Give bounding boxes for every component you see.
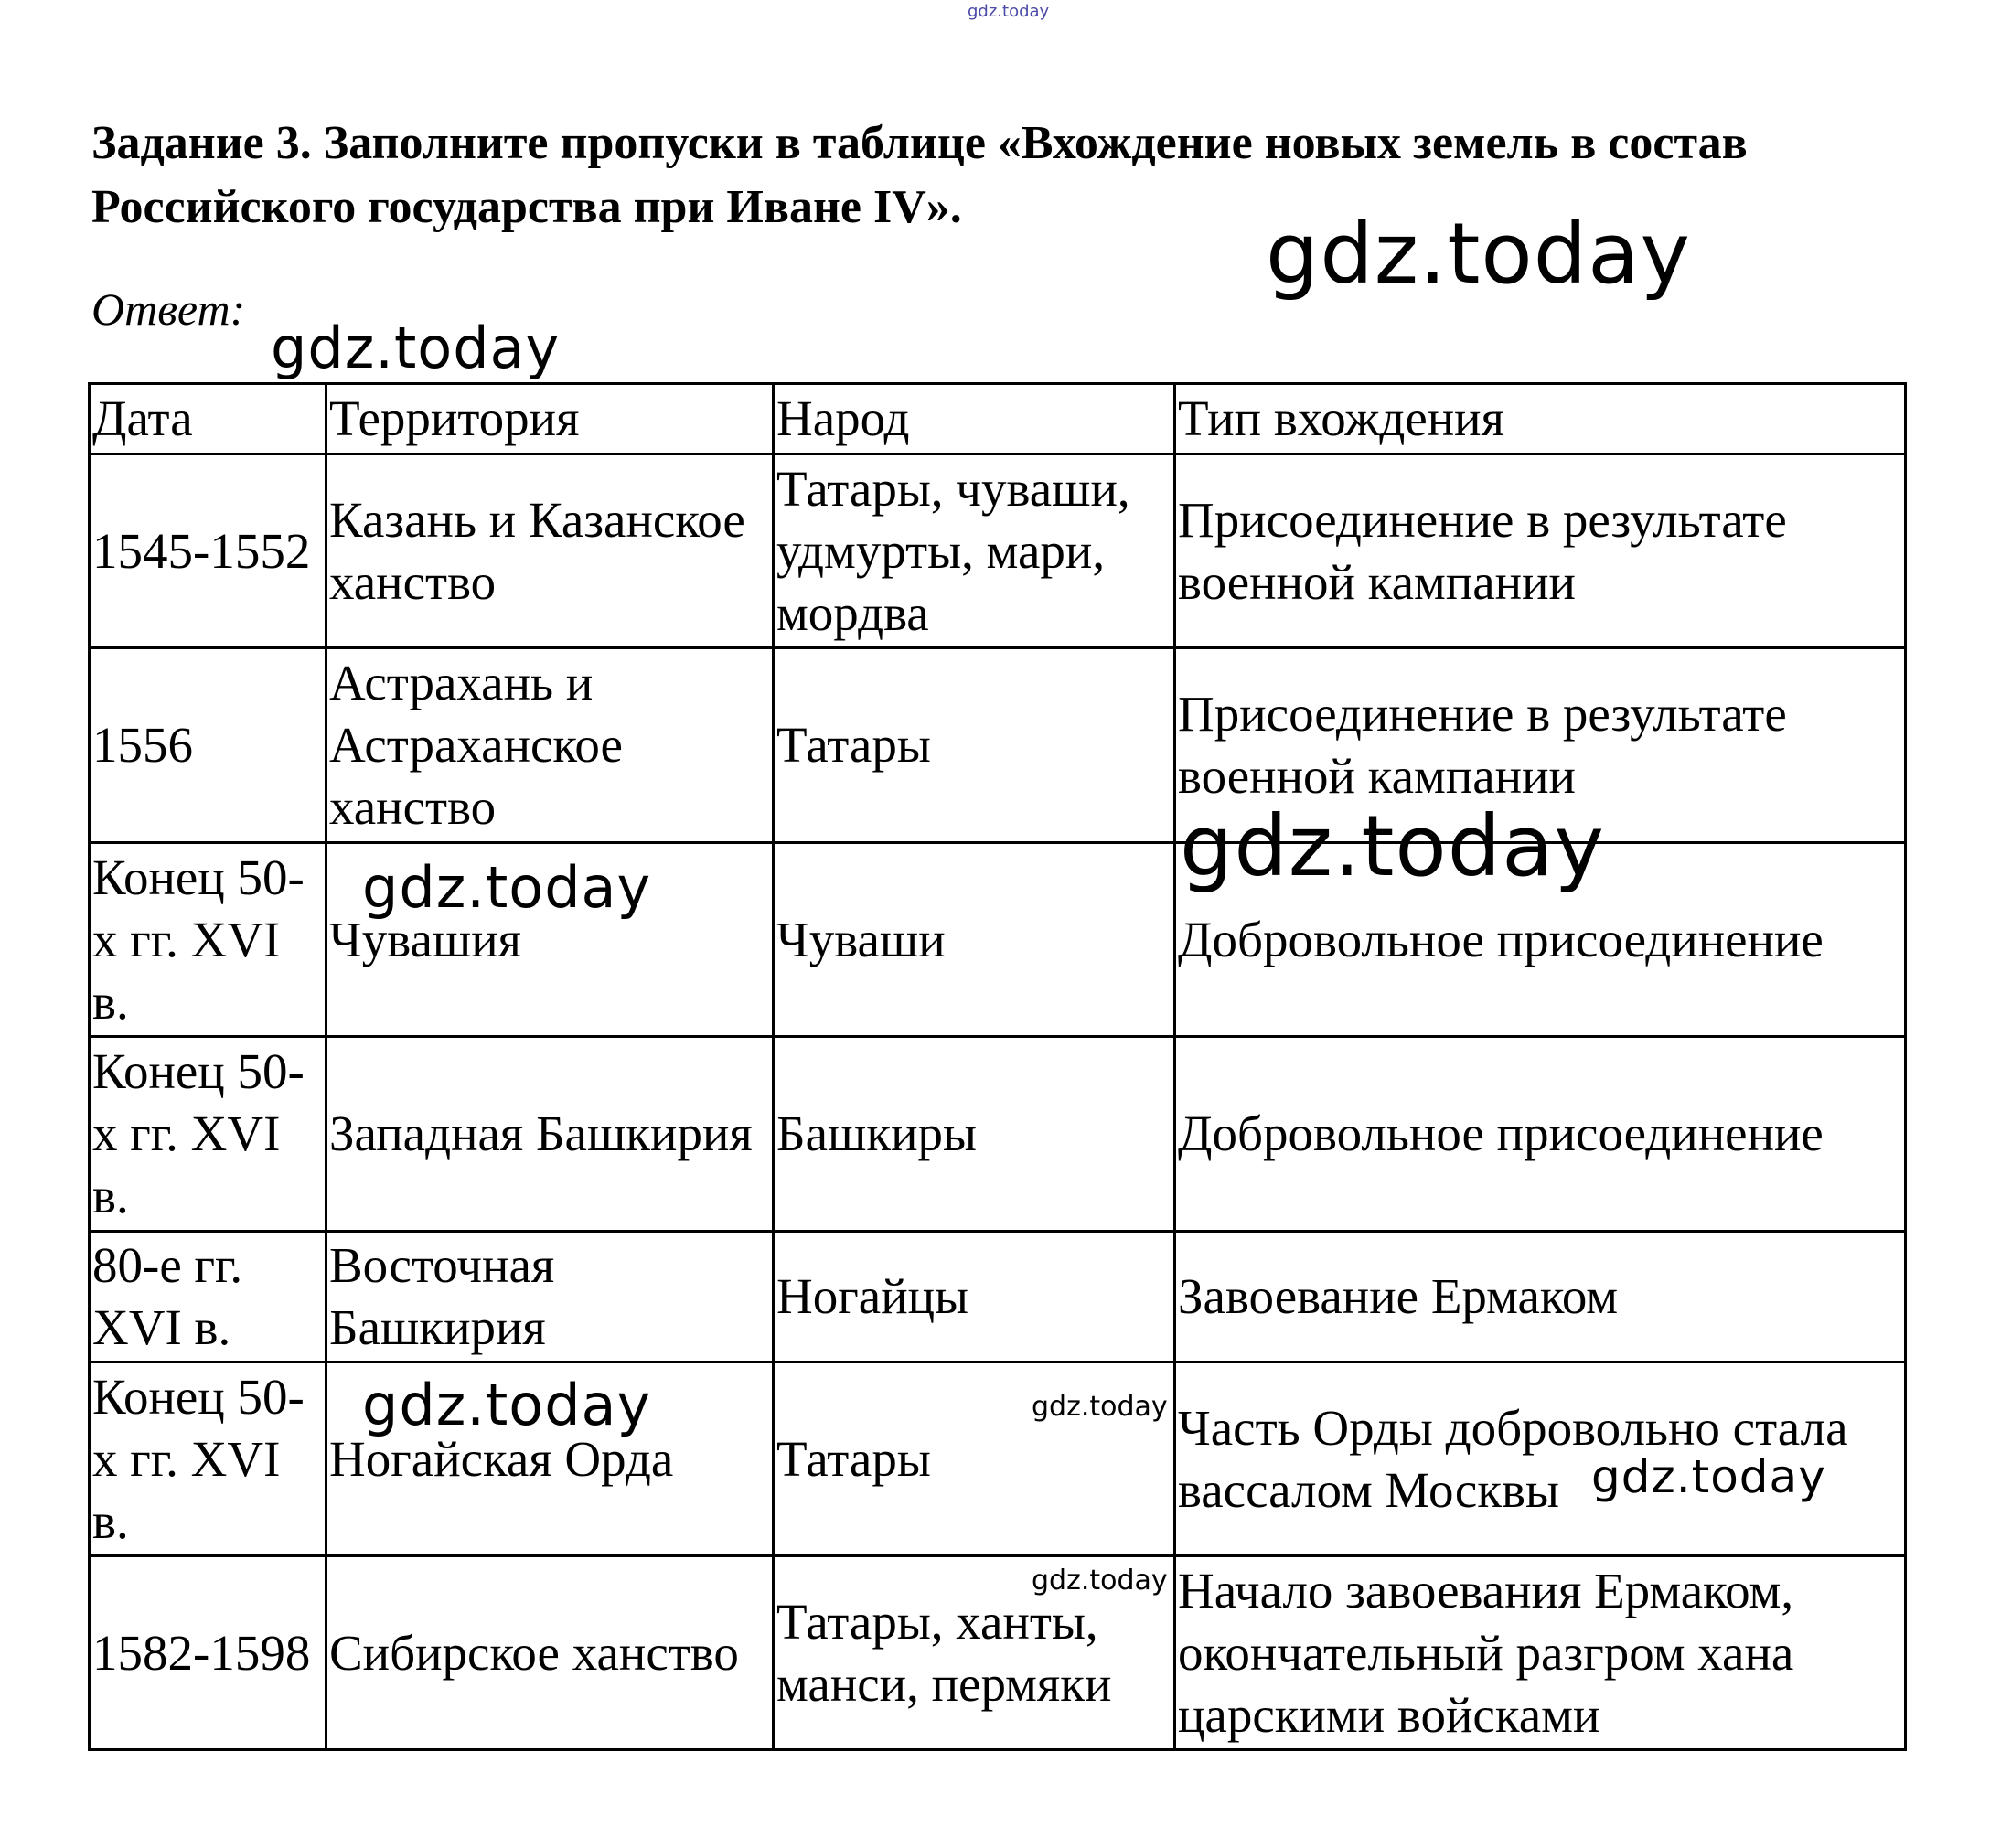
cell-territory: Чувашия [326, 843, 774, 1037]
cell-date: Конец 50-х гг. XVI в. [90, 1037, 326, 1232]
table-row [90, 1232, 1906, 1362]
cell-date: 80-е гг. XVI в. [90, 1232, 326, 1362]
cell-territory: Астрахань и Астраханское ханство [326, 648, 774, 843]
cell-people: Татары [774, 1362, 1175, 1556]
table-row [90, 454, 1906, 648]
cell-people: Татары, ханты, манси, пермяки [774, 1556, 1175, 1750]
cell-people: Татары [774, 648, 1175, 843]
cell-type: Присоединение в результате военной кампании [1175, 648, 1906, 843]
table-header-row [90, 384, 1906, 454]
watermark-small-row7: gdz.today [1032, 1565, 1168, 1597]
header-type: Тип вхождения [1175, 384, 1906, 454]
cell-people: Татары, чуваши, удмурты, мари, мордва [774, 454, 1175, 648]
cell-territory: Ногайская Орда [326, 1362, 774, 1556]
watermark-medium-row6: gdz.today [1591, 1450, 1826, 1503]
cell-territory: Восточная Башкирия [326, 1232, 774, 1362]
watermark-answer: gdz.today [271, 315, 561, 381]
task-title: Задание 3. Заполните пропуски в таблице «Вхождение новых земель в состав Российского государства при Иване IV». [91, 117, 1748, 233]
cell-date: Конец 50-х гг. XVI в. [90, 1362, 326, 1556]
watermark-row3: gdz.today [362, 854, 652, 921]
cell-type: Начало завоевания Ермаком, окончательный разгром хана царскими войсками [1175, 1556, 1906, 1750]
cell-date: 1545-1552 [90, 454, 326, 648]
cell-type: Добровольное присоединение [1175, 843, 1906, 1037]
cell-people: Чуваши [774, 843, 1175, 1037]
watermark-large-table: gdz.today [1180, 797, 1605, 895]
answer-table [88, 382, 1907, 1751]
table-row [90, 648, 1906, 843]
table-row [90, 1556, 1906, 1750]
cell-people: Башкиры [774, 1037, 1175, 1232]
header-people: Народ [774, 384, 1175, 454]
cell-type: Завоевание Ермаком [1175, 1232, 1906, 1362]
watermark-small-row6: gdz.today [1032, 1391, 1168, 1423]
header-date: Дата [90, 384, 326, 454]
cell-territory: Западная Башкирия [326, 1037, 774, 1232]
answer-label: Ответ: [91, 283, 246, 335]
cell-type: Добровольное присоединение [1175, 1037, 1906, 1232]
watermark-large: gdz.today [1266, 205, 1691, 303]
table-row [90, 1037, 1906, 1232]
cell-date: 1582-1598 [90, 1556, 326, 1750]
watermark-row6: gdz.today [362, 1372, 652, 1438]
cell-territory: Сибирское ханство [326, 1556, 774, 1750]
cell-date: Конец 50-х гг. XVI в. [90, 843, 326, 1037]
cell-type: Присоединение в результате военной кампании [1175, 454, 1906, 648]
cell-date: 1556 [90, 648, 326, 843]
header-territory: Территория [326, 384, 774, 454]
cell-territory: Казань и Казанское ханство [326, 454, 774, 648]
cell-type: Часть Орды добровольно стала вассалом Москвы [1175, 1362, 1906, 1556]
watermark-top: gdz.today [968, 2, 1050, 21]
cell-people: Ногайцы [774, 1232, 1175, 1362]
